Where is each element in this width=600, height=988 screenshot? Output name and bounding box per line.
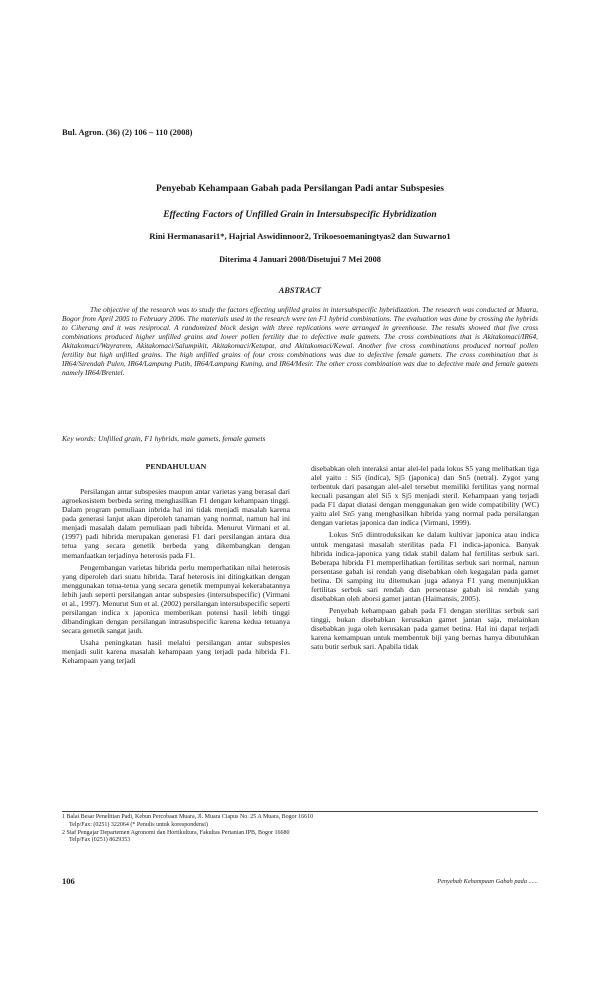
title-english: Effecting Factors of Unfilled Grain in Intersubspecific Hybridization	[163, 209, 437, 220]
footnote-contact: Telp/Fax: (0251) 322064 (* Penulis untuk korespondensi)	[69, 821, 208, 828]
abstract-text: The objective of the research was to study the factors effecting unfilled grains in intersubspecific hybridization. The research was conducted at Muara, Bogor from April 2005 to February 2006. The materials used in the research were ten F1 hybrid combinations. The evaluation was done by crossing the hybrids to Ciherang and it was resiprocal. A randomized block design with three replications were arranged in greenhouse. The results showed that five cross combinations produced higher unfilled grains and lower pollen fertility due to defective male gamets. The cross combinations that is Akitakomaci/IR64, Akitakomaci/Wayrarem, Akitakomaci/Salumpikit, Akitakomaci/Ketupat, and Akitakomaci/Kewal. Another five cross combinations produced normal pollen fertility but high unfilled grains. The high unfilled grains of four cross combinations was due to defective female gamets. The cross combination that is IR64/Sirendah Pulen, IR64/Lampung Putih, IR64/Lampung Kuning, and IR64/Mesir. The other cross combination was due to defective male and female gamets namely IR64/Brentel.	[62, 305, 538, 378]
page-number: 106	[62, 876, 75, 886]
body-paragraph: Penyebab kehampaan gabah pada F1 dengan sterilitas serbuk sari tinggi, bukan disebabkan kerusakan gamet jantan saja, melainkan disebabkan juga oleh kerusakan pada gamet betina. Hal ini dapat terjadi karena kemampuan untuk membentuk biji yang bernas hanya dibutuhkan satu butir serbuk sari. Apabila tidak	[311, 605, 539, 652]
footnote-contact: Telp/Fax (0251) 8629353	[69, 837, 131, 844]
body-paragraph: Lokus Sn5 diintroduksikan ke dalam kultivar japonica atau indica untuk mengatasi masalah sterilitas pada F1 indica-japonica. Banyak hibrida indica-japonica yang tidak stabil dalam hal fertilitas serbuk sari. Beberapa hibrida F1 memperlihatkan fertilitas serbuk sari normal, namun persentase gabah isi rendah yang disebabkan oleh kegagalan pada gamet betina. Di samping itu ditemukan juga adanya F1 yang menunjukkan fertilitas serbuk sari rendah dan persentase gabah isi rendah yang disebabkan oleh aborsi gamet jantan (Haimansis, 2005).	[311, 530, 539, 603]
footnote-affiliation: 2 Staf Pengajar Departemen Agronomi dan Hortikultura, Fakultas Pertanian IPB, Bogor 16680	[62, 829, 290, 836]
footnotes	[62, 814, 538, 845]
body-paragraph: Usaha peningkatan hasil melalui persilangan antar subspesies menjadi sulit karena masalah kehampaan yang terjadi pada hibrida F1. Kehampaan yang terjadi	[62, 638, 290, 666]
author-list: Rini Hermanasari1*, Hajrial Aswidinnoor2, Trikoesoemaningtyas2 dan Suwarno1	[149, 231, 451, 241]
keywords: Key words: Unfilled grain, F1 hybrids, male gamets, female gamets	[62, 434, 266, 443]
title-indonesian: Penyebab Kehampaan Gabah pada Persilangan Padi antar Subspesies	[156, 183, 444, 194]
received-accepted-dates: Diterima 4 Januari 2008/Disetujui 7 Mei 2008	[219, 255, 381, 264]
abstract-heading: ABSTRACT	[278, 286, 322, 295]
footnote-divider	[62, 811, 538, 812]
body-paragraph: Persilangan antar subspesies maupun antar varietas yang berasal dari agroekosistem berbeda sering menghasilkan F1 dengan kehampaan tinggi. Dalam program pemuliaan inbrida hal ini tidak menjadi masalah karena pada generasi lanjut akan diperoleh tanaman yang normal, namun hal ini menjadi masalah dalam pemuliaan padi hibrida. Menurut Virmani et al. (1997) padi hibrida merupakan generasi F1 dari persilangan antara dua tetua yang secara genetik berbeda yang dikembangkan dengan memanfaatkan terjadinya heterosis pada F1.	[62, 487, 290, 560]
body-paragraph: disebabkan oleh interaksi antar alel-lel pada lokus S5 yang melibatkan tiga alel yaitu : Si5 (indica), Sj5 (japonica) dan Sn5 (netral). Zygot yang terbentuk dari pasangan alel-alel tersebut memiliki fertilitas yang normal kecuali pasangan alel Si5 x Sj5 menjadi steril. Kehampaan yang terjadi pada F1 dapat diatasi dengan menggunakan gen wide compatibility (WC) yaitu alel Sn5 yang menghasilkan hibrida yang normal pada persilangan dengan varietas japonica dan indica (Virmani, 1999).	[311, 464, 539, 528]
body-column-right	[311, 464, 539, 651]
section-heading: PENDAHULUAN	[145, 462, 207, 471]
journal-reference: Bul. Agron. (36) (2) 106 – 110 (2008)	[62, 127, 193, 137]
body-column-left	[62, 462, 290, 665]
footnote-affiliation: 1 Balai Besar Penelitian Padi, Kebun Percobaan Muara, Jl. Muara Ciapus No. 25 A Muara, Bogor 16610	[62, 814, 314, 820]
body-paragraph: Pengembangan varietas hibrida perlu memperhatikan nilai heterosis yang diperoleh dari suatu hibrida. Taraf heterosis ini ditingkatkan dengan menggunakan tetua-tetua yang secara genetik mempunyai kekerabatannya lebih jauh seperti persilangan antar subspesies (intersubspecific) (Virmani et al., 1997). Menurut Sun et al. (2002) persilangan intersubspecific seperti persilangan indica x japonica memberikan potensi hasil lebih tinggi dibandingkan dengan persilangan intrasubspecific karena kedua tetuanya secara genetik sangat jauh.	[62, 562, 290, 635]
running-footer-title: Penyebab Kehampaan Gabah pada ......	[437, 878, 538, 885]
